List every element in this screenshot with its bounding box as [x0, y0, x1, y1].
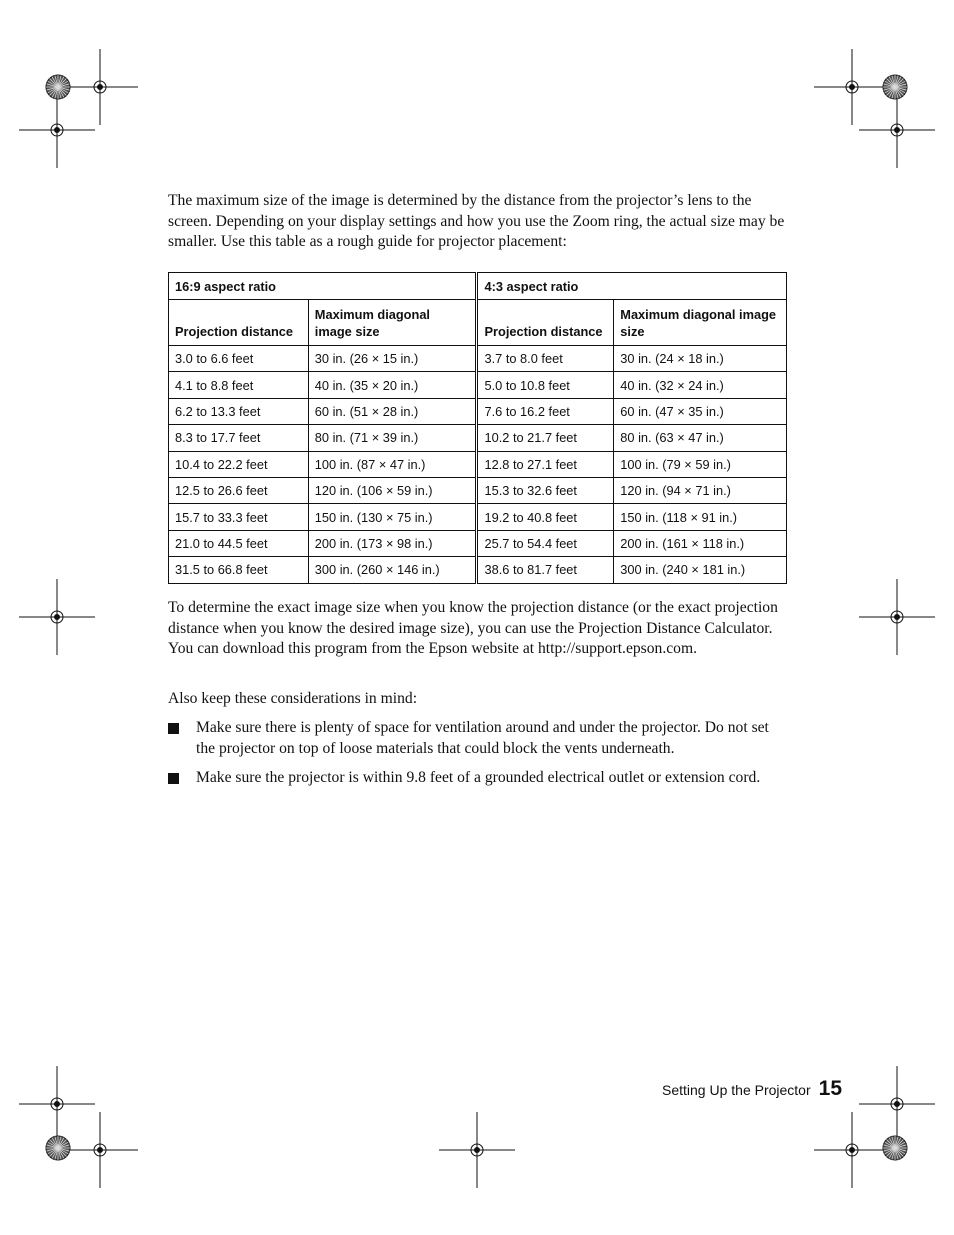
- table-cell: 80 in. (71 × 39 in.): [308, 425, 477, 451]
- calculator-paragraph: To determine the exact image size when you know the projection distance (or the exact projection distance when you know the desired image size), you can use the Projection Distance Calculator. You can download this program from the Epson website at http://support.epson.com.: [168, 599, 778, 657]
- table-cell: 60 in. (51 × 28 in.): [308, 398, 477, 424]
- table-cell: 21.0 to 44.5 feet: [169, 530, 309, 556]
- table-cell: 12.5 to 26.6 feet: [169, 477, 309, 503]
- table-cell: 100 in. (87 × 47 in.): [308, 451, 477, 477]
- table-cell: 200 in. (161 × 118 in.): [614, 530, 787, 556]
- table-cell: 120 in. (106 × 59 in.): [308, 477, 477, 503]
- considerations-list: [168, 718, 788, 798]
- table-cell: 19.2 to 40.8 feet: [477, 504, 614, 530]
- table-cell: 100 in. (79 × 59 in.): [614, 451, 787, 477]
- group-header-4-3: 4:3 aspect ratio: [477, 273, 787, 300]
- table-cell: 30 in. (24 × 18 in.): [614, 346, 787, 372]
- table-row: [169, 372, 787, 398]
- table-cell: 3.7 to 8.0 feet: [477, 346, 614, 372]
- table-cell: 200 in. (173 × 98 in.): [308, 530, 477, 556]
- table-group-header-row: [169, 273, 787, 300]
- table-cell: 150 in. (130 × 75 in.): [308, 504, 477, 530]
- table-cell: 30 in. (26 × 15 in.): [308, 346, 477, 372]
- table-cell: 38.6 to 81.7 feet: [477, 557, 614, 583]
- group-header-16-9: 16:9 aspect ratio: [169, 273, 477, 300]
- table-cell: 150 in. (118 × 91 in.): [614, 504, 787, 530]
- table-cell: 300 in. (240 × 181 in.): [614, 557, 787, 583]
- page-number: 15: [818, 1077, 842, 1100]
- table-cell: 8.3 to 17.7 feet: [169, 425, 309, 451]
- table-cell: 15.7 to 33.3 feet: [169, 504, 309, 530]
- table-row: [169, 346, 787, 372]
- projection-size-table: [168, 272, 787, 584]
- list-item-text: Make sure the projector is within 9.8 feet of a grounded electrical outlet or extension cord.: [196, 769, 761, 786]
- table-cell: 60 in. (47 × 35 in.): [614, 398, 787, 424]
- column-header: Projection distance: [169, 300, 309, 346]
- table-row: [169, 557, 787, 583]
- table-cell: 10.2 to 21.7 feet: [477, 425, 614, 451]
- table-column-header-row: [169, 300, 787, 346]
- table-cell: 120 in. (94 × 71 in.): [614, 477, 787, 503]
- page-footer: [662, 1077, 842, 1101]
- table-cell: 25.7 to 54.4 feet: [477, 530, 614, 556]
- column-header: Maximum diagonal image size: [614, 300, 787, 346]
- table-cell: 10.4 to 22.2 feet: [169, 451, 309, 477]
- table-row: [169, 477, 787, 503]
- table-row: [169, 398, 787, 424]
- considerations-intro: Also keep these considerations in mind:: [168, 690, 418, 707]
- table-cell: 5.0 to 10.8 feet: [477, 372, 614, 398]
- column-header: Maximum diagonal image size: [308, 300, 477, 346]
- table-cell: 7.6 to 16.2 feet: [477, 398, 614, 424]
- list-item: [168, 768, 788, 789]
- table-row: [169, 451, 787, 477]
- table-cell: 4.1 to 8.8 feet: [169, 372, 309, 398]
- table-row: [169, 425, 787, 451]
- bullet-square-icon: [168, 773, 179, 784]
- list-item: [168, 718, 788, 759]
- table-cell: 80 in. (63 × 47 in.): [614, 425, 787, 451]
- table-row: [169, 530, 787, 556]
- bullet-square-icon: [168, 723, 179, 734]
- table-cell: 3.0 to 6.6 feet: [169, 346, 309, 372]
- table-cell: 12.8 to 27.1 feet: [477, 451, 614, 477]
- table-row: [169, 504, 787, 530]
- table-cell: 31.5 to 66.8 feet: [169, 557, 309, 583]
- table-cell: 40 in. (35 × 20 in.): [308, 372, 477, 398]
- list-item-text: Make sure there is plenty of space for ventilation around and under the projector. Do not set the projector on top of loose materials that could block the vents underneath.: [196, 719, 769, 757]
- footer-section-title: Setting Up the Projector: [662, 1082, 811, 1098]
- table-body: [169, 346, 787, 584]
- table-cell: 6.2 to 13.3 feet: [169, 398, 309, 424]
- intro-paragraph: The maximum size of the image is determined by the distance from the projector’s lens to the screen. Depending on your display settings and how you use the Zoom ring, the actual size may be smaller. Use this table as a rough guide for projector placement:: [168, 192, 785, 250]
- column-header: Projection distance: [477, 300, 614, 346]
- table-cell: 15.3 to 32.6 feet: [477, 477, 614, 503]
- table-cell: 300 in. (260 × 146 in.): [308, 557, 477, 583]
- table-cell: 40 in. (32 × 24 in.): [614, 372, 787, 398]
